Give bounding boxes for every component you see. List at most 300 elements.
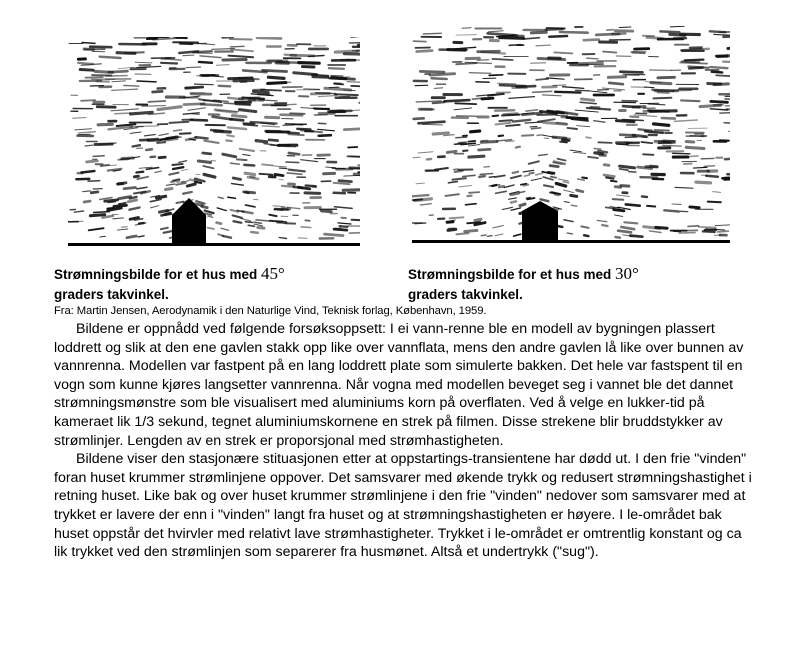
flow-streak — [489, 185, 500, 186]
flow-streak — [325, 88, 351, 90]
paragraph: Bildene er oppnådd ved følgende forsøksoppsett: I ei vann-renne ble en modell av bygningen plassert loddrett og slik at den ene gavlen stakk opp like over vannflata, mens den andre gavlen lå like over bunnen av vannrenna. Modellen var fastpent på en lang loddrett plate som simulerte bakken. Det hele var fastspent til en vogn som kunne kjøres langsetter vannrenna. Når vogna med modellen beveget seg i vannet ble det dannet strømningsmønstre som ble visualisert med aluminiums korn på overflaten. Ved å velge en lukker-tid på kameraet lik 1/3 sekund, tegnet aluminiumskornene en strek på filmen. Disse strekene blir bruddstykker av strømlinjer. Lengden av en strek er proporsjonal med strømhastigheten. — [54, 321, 744, 449]
flow-streak — [204, 174, 215, 177]
flow-streak — [612, 33, 625, 34]
flow-streak — [208, 228, 214, 229]
flow-streak — [262, 126, 279, 127]
flow-streak — [699, 227, 716, 228]
caption-angle: 45° — [261, 264, 285, 283]
flow-streak — [619, 27, 630, 28]
flow-streak — [217, 223, 221, 224]
flow-streak — [499, 186, 504, 187]
flow-streak — [233, 215, 242, 218]
flow-streak — [228, 127, 246, 129]
flow-streak — [301, 227, 311, 228]
flow-streak — [254, 222, 261, 223]
flow-streak — [614, 102, 636, 103]
flow-streak — [611, 181, 617, 182]
flow-streak — [530, 173, 534, 174]
flow-streak — [262, 164, 273, 165]
flow-streak — [558, 179, 568, 181]
flow-streak — [604, 175, 614, 177]
flow-streak — [433, 133, 448, 134]
flow-streak — [511, 176, 521, 179]
flow-streak — [112, 89, 138, 90]
flow-streak — [135, 62, 152, 63]
flow-streak — [334, 207, 352, 209]
flow-streak — [557, 112, 577, 115]
flow-streak — [334, 183, 350, 184]
flow-streak — [326, 167, 336, 168]
flow-streak — [696, 182, 711, 183]
flow-streak — [134, 176, 138, 177]
flow-streak — [186, 87, 203, 88]
flow-streak — [269, 215, 276, 216]
flow-streak — [513, 172, 518, 173]
flow-streak — [525, 122, 543, 123]
flow-streak — [121, 227, 127, 228]
flow-streak — [305, 220, 309, 221]
flow-streak — [562, 140, 569, 141]
flow-streak — [100, 57, 121, 58]
flow-streak — [241, 219, 251, 222]
flow-streak — [617, 195, 630, 197]
flow-streak — [624, 222, 637, 223]
flow-streak — [344, 129, 360, 130]
flow-photo-30-image — [412, 26, 730, 248]
flow-streak — [546, 29, 563, 30]
flow-streak — [575, 110, 598, 112]
flow-streak — [201, 104, 222, 105]
flow-streak — [254, 91, 269, 92]
flow-streak — [198, 44, 215, 45]
flow-streak — [655, 130, 669, 131]
flow-streak — [208, 216, 213, 217]
flow-streak — [136, 172, 143, 173]
flow-streak — [560, 32, 588, 33]
flow-streak — [469, 73, 491, 74]
flow-streak — [213, 117, 232, 120]
flow-streak — [282, 208, 290, 209]
flow-streak — [334, 229, 347, 230]
flow-streak — [558, 159, 566, 161]
flow-streak — [179, 51, 198, 53]
flow-streak — [423, 124, 443, 125]
flow-streak — [273, 206, 285, 207]
flow-streak — [594, 121, 605, 123]
flow-streak — [594, 149, 601, 150]
flow-streak — [591, 91, 607, 93]
flow-streak — [351, 86, 360, 87]
flow-streak — [313, 77, 329, 78]
paragraph: Bildene viser den stasjonære stituasjonen etter at oppstartings-transientene har dødd ut. I den frie "vinden" foran huset krummer strømlinjene oppover. Det samsvarer med økende trykk og redusert strømningshastighet i retning huset. Like bak og over huset krummer strømlinjene i den frie "vinden" nedover som samsvarer med at trykket er lavere der enn i "vinden" langt fra huset og at strømningshastigheten er høyere. I le-området bak huset oppstår det hvirvler med relativt lave strømhastigheter. Trykket i le-området er omtrentlig konstant og ca lik trykket ved den strømlinjen som separerer fra husmønet. Altså et undertrykk ("sug"). — [54, 451, 752, 561]
flow-streak — [159, 134, 168, 136]
flow-streak — [111, 109, 138, 111]
flow-streak — [564, 202, 569, 203]
flow-photo-45-image — [68, 37, 360, 249]
flow-streak — [414, 118, 424, 119]
flow-streak — [195, 182, 201, 183]
flow-streak — [112, 81, 126, 82]
flow-streak — [475, 219, 481, 220]
flow-streak — [360, 103, 361, 104]
flow-streak — [240, 149, 254, 151]
flow-streak — [260, 174, 273, 175]
flow-streak — [468, 145, 480, 147]
flow-streak — [191, 120, 207, 121]
flow-streak — [340, 226, 348, 227]
flow-streak — [455, 103, 476, 104]
flow-streak — [232, 184, 244, 186]
flow-streak — [415, 223, 423, 224]
flow-streak — [244, 165, 254, 166]
flow-streak — [650, 231, 662, 233]
flow-streak — [673, 153, 690, 154]
flow-streak — [511, 201, 516, 202]
flow-streak — [226, 140, 231, 141]
flow-streak — [78, 63, 93, 64]
flow-streak — [513, 120, 530, 122]
flow-streak — [433, 102, 445, 103]
flow-streak — [690, 156, 698, 157]
flow-streak — [710, 109, 728, 110]
flow-streak — [553, 85, 566, 86]
flow-streak — [219, 86, 231, 87]
flow-streak — [215, 110, 236, 113]
flow-streak — [417, 51, 432, 52]
flow-streak — [117, 229, 127, 230]
flow-streak — [145, 135, 156, 136]
flow-streak — [564, 190, 574, 193]
flow-streak — [124, 188, 136, 189]
flow-streak — [538, 58, 565, 59]
flow-streak — [586, 137, 591, 138]
flow-streak — [493, 116, 499, 117]
flow-streak — [620, 135, 634, 136]
flow-streak — [551, 177, 556, 178]
flow-streak — [641, 142, 652, 143]
flow-streak — [148, 139, 158, 140]
flow-streak — [577, 190, 583, 192]
flow-streak — [718, 231, 729, 232]
flow-streak — [567, 233, 572, 234]
flow-streak — [506, 125, 520, 126]
flow-streak — [595, 153, 603, 154]
flow-streak — [322, 211, 332, 212]
flow-streak — [621, 186, 629, 187]
flow-streak — [598, 142, 611, 143]
caption-text: Strømningsbilde for et hus med — [54, 267, 262, 282]
flow-streak — [531, 128, 540, 129]
flow-streak — [673, 231, 680, 232]
flow-streak — [582, 99, 594, 100]
source-citation: Fra: Martin Jensen, Aerodynamik i den Naturlige Vind, Teknisk forlag, København, 1959. — [54, 305, 487, 317]
flow-streak — [469, 156, 484, 157]
flow-streak — [673, 90, 691, 91]
flow-streak — [421, 204, 432, 205]
flow-streak — [81, 100, 95, 101]
flow-streak — [153, 91, 162, 92]
flow-streak — [614, 210, 624, 211]
flow-streak — [329, 68, 344, 69]
flow-streak — [343, 190, 359, 191]
flow-streak — [679, 233, 695, 234]
flow-streak — [418, 152, 433, 153]
flow-streak — [463, 175, 475, 176]
flow-streak — [289, 170, 305, 172]
flow-streak — [311, 93, 329, 94]
flow-streak — [455, 171, 463, 172]
flow-streak — [203, 166, 213, 168]
flow-streak — [543, 95, 561, 96]
flow-streak — [544, 138, 549, 139]
flow-streak — [536, 173, 543, 175]
flow-streak — [167, 184, 176, 185]
flow-streak — [563, 182, 568, 183]
flow-streak — [434, 88, 442, 89]
flow-streak — [200, 56, 221, 58]
flow-streak — [481, 142, 497, 143]
flow-streak — [492, 59, 512, 60]
flow-streak — [199, 62, 212, 63]
flow-streak — [130, 218, 138, 220]
flow-streak — [245, 222, 252, 223]
flow-streak — [291, 55, 314, 56]
flow-streak — [615, 187, 620, 188]
flow-streak — [511, 193, 518, 194]
flow-streak — [100, 198, 112, 200]
flow-streak — [107, 208, 114, 209]
flow-streak — [290, 113, 304, 114]
flow-streak — [626, 204, 640, 205]
flow-streak — [237, 159, 247, 160]
flow-streak — [516, 147, 520, 148]
flow-streak — [117, 53, 135, 54]
flow-streak — [114, 205, 127, 206]
flow-streak — [358, 44, 360, 45]
flow-streak — [97, 107, 115, 108]
ground-line — [412, 240, 730, 243]
flow-streak — [204, 141, 218, 143]
flow-streak — [244, 125, 258, 126]
flow-streak — [234, 221, 242, 222]
flow-streak — [655, 141, 667, 142]
flow-streak — [91, 192, 98, 193]
flow-streak — [318, 96, 337, 97]
flow-streak — [488, 31, 503, 32]
flow-streak — [536, 45, 550, 46]
flow-streak — [602, 225, 607, 226]
flow-streak — [83, 191, 91, 192]
flow-streak — [157, 142, 165, 143]
flow-streak — [520, 204, 525, 206]
flow-streak — [170, 122, 189, 123]
flow-streak — [481, 52, 505, 54]
flow-streak — [195, 137, 207, 138]
flow-streak — [347, 82, 360, 83]
flow-streak — [319, 135, 331, 136]
flow-streak — [479, 149, 491, 150]
flow-streak — [682, 61, 700, 62]
flow-streak — [275, 174, 283, 175]
flow-streak — [573, 152, 585, 153]
flow-streak — [223, 236, 231, 238]
flow-streak — [230, 39, 252, 40]
flow-streak — [354, 174, 360, 175]
flow-streak — [230, 119, 243, 120]
flow-streak — [690, 207, 699, 208]
flow-streak — [554, 195, 559, 196]
flow-streak — [615, 215, 623, 217]
flow-streak — [522, 135, 533, 136]
flow-streak — [581, 226, 588, 228]
flow-streak — [617, 121, 635, 122]
flow-streak — [183, 192, 192, 194]
flow-streak — [623, 106, 639, 107]
flow-streak — [318, 129, 335, 131]
flow-streak — [75, 129, 92, 130]
flow-streak — [155, 171, 161, 173]
flow-streak — [198, 161, 210, 162]
flow-streak — [248, 225, 254, 226]
flow-streak — [245, 173, 254, 174]
flow-streak — [469, 192, 479, 193]
flow-streak — [620, 166, 635, 168]
flow-streak — [183, 55, 194, 56]
flow-streak — [282, 186, 294, 187]
flow-streak — [239, 110, 256, 112]
caption-angle: 30° — [615, 264, 639, 283]
flow-streak — [711, 101, 728, 102]
flow-streak — [161, 63, 177, 64]
flow-streak — [712, 72, 723, 73]
flow-streak — [133, 145, 140, 146]
flow-streak — [616, 237, 621, 238]
flow-streak — [685, 60, 704, 61]
flow-streak — [710, 67, 727, 68]
flow-streak — [274, 166, 286, 167]
flow-streak — [306, 186, 316, 187]
flow-streak — [188, 108, 206, 111]
flow-streak — [231, 163, 240, 164]
flow-streak — [664, 210, 679, 211]
flow-streak — [456, 137, 467, 138]
flow-streak — [169, 173, 178, 175]
flow-streak — [352, 220, 360, 221]
flow-streak — [450, 217, 464, 218]
flow-streak — [98, 124, 112, 125]
flow-streak — [529, 161, 539, 164]
flow-streak — [430, 74, 454, 75]
flow-streak — [117, 124, 136, 126]
flow-streak — [462, 28, 471, 29]
flow-streak — [716, 75, 730, 76]
flow-streak — [527, 198, 534, 199]
flow-streak — [479, 176, 484, 177]
flow-streak — [130, 132, 141, 133]
flow-streak — [161, 59, 181, 60]
flow-streak — [128, 200, 137, 202]
flow-streak — [233, 178, 240, 179]
flow-streak — [670, 26, 684, 27]
flow-streak — [689, 68, 702, 69]
flow-streak — [82, 43, 95, 44]
flow-streak — [547, 78, 565, 79]
flow-streak — [636, 113, 647, 114]
flow-streak — [663, 145, 682, 146]
flow-streak — [151, 206, 159, 208]
flow-streak — [466, 204, 477, 205]
flow-streak — [432, 78, 447, 79]
flow-streak — [223, 154, 236, 157]
flow-streak — [688, 226, 699, 227]
flow-streak — [179, 161, 187, 163]
flow-streak — [82, 171, 95, 173]
flow-streak — [305, 193, 320, 194]
flow-streak — [416, 183, 425, 184]
flow-photo-45-degree — [68, 37, 360, 249]
flow-streak — [88, 181, 100, 182]
flow-streak — [618, 231, 631, 233]
flow-streak — [647, 206, 655, 207]
flow-streak — [587, 58, 599, 59]
flow-streak — [500, 38, 524, 39]
flow-streak — [161, 228, 168, 230]
flow-streak — [499, 136, 504, 137]
flow-streak — [465, 230, 477, 231]
flow-streak — [339, 96, 349, 97]
flow-streak — [447, 151, 456, 152]
flow-streak — [315, 115, 328, 116]
flow-streak — [131, 112, 153, 114]
flow-streak — [630, 117, 638, 118]
flow-streak — [642, 196, 647, 197]
flow-streak — [576, 90, 590, 91]
flow-streak — [703, 231, 715, 232]
flow-streak — [471, 131, 480, 132]
flow-streak — [158, 107, 181, 110]
flow-streak — [556, 183, 565, 186]
flow-streak — [420, 71, 444, 72]
flow-streak — [299, 63, 319, 64]
flow-streak — [606, 177, 613, 178]
flow-streak — [588, 157, 598, 158]
flow-streak — [650, 111, 676, 112]
flow-streak — [498, 83, 516, 84]
flow-streak — [493, 226, 503, 228]
flow-streak — [502, 207, 512, 209]
flow-streak — [231, 49, 253, 51]
body-text — [54, 320, 754, 562]
flow-streak — [576, 126, 589, 127]
flow-streak — [87, 161, 98, 162]
flow-streak — [165, 214, 172, 215]
flow-streak — [706, 176, 718, 177]
flow-streak — [166, 189, 172, 190]
flow-streak — [301, 130, 322, 132]
flow-streak — [227, 135, 234, 136]
flow-streak — [412, 195, 428, 196]
flow-streak — [138, 236, 144, 237]
flow-streak — [257, 38, 281, 39]
flow-streak — [582, 178, 587, 179]
flow-streak — [509, 198, 517, 199]
flow-streak — [256, 220, 269, 221]
flow-streak — [584, 40, 599, 41]
flow-streak — [708, 84, 721, 85]
flow-streak — [286, 162, 299, 163]
flow-streak — [258, 227, 264, 228]
flow-streak — [609, 83, 623, 84]
